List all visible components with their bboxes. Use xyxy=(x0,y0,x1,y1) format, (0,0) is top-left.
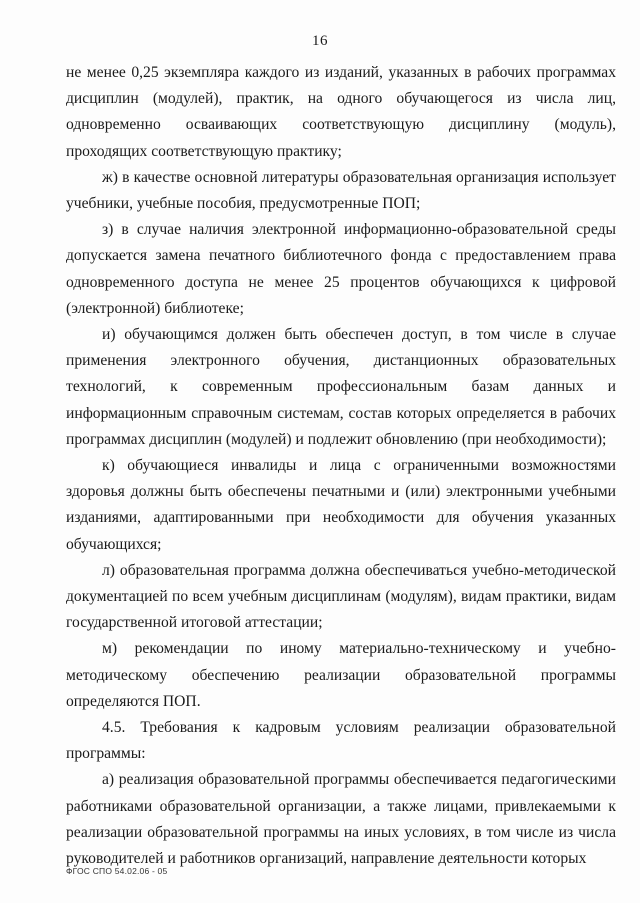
footer-standard-code: ФГОС СПО 54.02.06 - 05 xyxy=(66,866,168,876)
paragraph-item-z: з) в случае наличия электронной информационно-образовательной среды допускается замена печатного библиотечного фонда с предоставлением права одновременного доступа не менее 25 процентов обучающихся к цифровой (электронной) библиотеке; xyxy=(66,221,616,317)
paragraph-item-m: м) рекомендации по иному материально-техническому и учебно-методическому обеспечению реализации образовательной программы определяются ПОП. xyxy=(66,640,616,710)
paragraph-continuation: не менее 0,25 экземпляра каждого из изданий, указанных в рабочих программах дисциплин (модулей), практик, на одного обучающегося из числа лиц, одновременно осваивающих соответствующую дисциплину (модуль), проходящих соответствующую практику; xyxy=(66,64,616,160)
paragraph-item-l: л) образовательная программа должна обеспечиваться учебно-методической документацией по всем учебным дисциплинам (модулям), видам практики, видам государственной итоговой аттестации; xyxy=(66,561,616,632)
section-heading-4-5: 4.5. Требования к кадровым условиям реализации образовательной программы: xyxy=(66,719,616,763)
paragraph-item-k: к) обучающиеся инвалиды и лица с ограниченными возможностями здоровья должны быть обеспечены печатными и (или) электронными учебными изданиями, адаптированными при необходимости для обучения указанных обучающихся; xyxy=(66,457,616,553)
paragraph-item-zh: ж) в качестве основной литературы образовательная организация использует учебники, учебные пособия, предусмотренные ПОП; xyxy=(66,168,616,213)
paragraph-item-a: а) реализация образовательной программы обеспечивается педагогическими работниками образовательной организации, а также лицами, привлекаемыми к реализации образовательной программы на иных условиях, в том числе из числа руководителей и работников организаций, направление деятельности которых xyxy=(66,771,616,868)
document-body xyxy=(66,60,616,872)
page-number: 16 xyxy=(312,33,328,49)
paragraph-item-i: и) обучающимся должен быть обеспечен доступ, в том числе в случае применения электронного обучения, дистанционных образовательных технологий, к современным профессиональным базам данных и информационным справочным системам, состав которых определяется в рабочих программах дисциплин (модулей) и подлежит обновлению (при необходимости); xyxy=(66,326,616,448)
